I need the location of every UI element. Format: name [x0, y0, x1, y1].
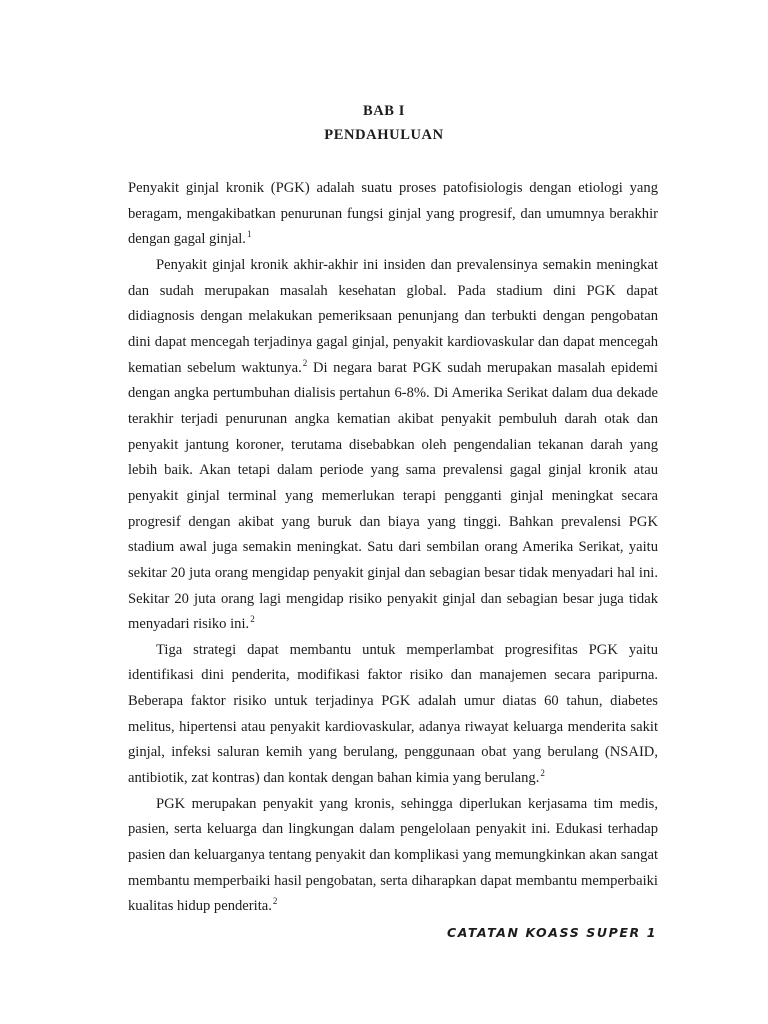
paragraph-text: Tiga strategi dapat membantu untuk memperlambat progresifitas PGK yaitu identifikasi dini penderita, modifikasi faktor risiko dan manajemen secara paripurna. Beberapa faktor risiko untuk terjadinya PGK adalah umur diatas 60 tahun, diabetes melitus, hipertensi atau penyakit kardiovaskular, adanya riwayat keluarga menderita sakit ginjal, infeksi saluran kemih yang berulang, penggunaan obat yang berulang (NSAID, antibiotik, zat kontras) dan kontak dengan bahan kimia yang berulang.: [128, 641, 658, 787]
citation-marker: 2: [250, 614, 255, 625]
paragraph-1: [128, 176, 658, 253]
citation-marker: 1: [246, 229, 252, 240]
footer-label: CATATAN KOASS SUPER 1: [447, 925, 657, 940]
paragraph-text: Penyakit ginjal kronik (PGK) adalah suatu proses patofisiologis dengan etiologi yang beragam, mengakibatkan penurunan fungsi ginjal yang progresif, dan umumnya berakhir dengan gagal ginjal.: [128, 180, 658, 248]
chapter-title: PENDAHULUAN: [324, 127, 444, 143]
paragraph-text: Di negara barat PGK sudah merupakan masalah epidemi dengan angka pertumbuhan dialisis pertahun 6-8%. Di Amerika Serikat dalam dua dekade terakhir terjadi penurunan angka kematian akibat penyakit pembuluh darah otak dan penyakit jantung koroner, terutama disebabkan oleh pengendalian tekanan darah yang lebih baik. Akan tetapi dalam periode yang sama prevalensi gagal ginjal kronik atau penyakit ginjal terminal yang memerlukan terapi pengganti ginjal meningkat secara progresif dengan akibat yang buruk dan biaya yang tinggi. Bahkan prevalensi PGK stadium awal juga semakin meningkat. Satu dari sembilan orang Amerika Serikat, yaitu sekitar 20 juta orang mengidap penyakit ginjal dan sebagian besar tidak menyadari hal ini. Sekitar 20 juta orang lagi mengidap risiko penyakit ginjal dan sebagian besar juga tidak menyadari risiko ini.: [128, 359, 658, 633]
paragraph-3: [128, 638, 658, 792]
citation-marker: 2: [302, 357, 308, 368]
citation-marker: 2: [272, 896, 278, 907]
citation-marker: 2: [540, 768, 545, 779]
paragraph-4: [128, 792, 658, 920]
chapter-heading: BAB I: [362, 103, 406, 119]
paragraph-text: PGK merupakan penyakit yang kronis, sehingga diperlukan kerjasama tim medis, pasien, serta keluarga dan lingkungan dalam pengelolaan penyakit ini. Edukasi terhadap pasien dan keluarganya tentang penyakit dan komplikasi yang memungkinkan akan sangat membantu memperbaiki hasil pengobatan, serta diharapkan dapat membantu memperbaiki kualitas hidup penderita.: [128, 795, 658, 915]
paragraph-2: [128, 253, 658, 638]
document-body: [128, 176, 658, 920]
paragraph-text: Penyakit ginjal kronik akhir-akhir ini insiden dan prevalensinya semakin meningkat dan sudah merupakan masalah kesehatan global. Pada stadium dini PGK dapat didiagnosis dengan melakukan pemeriksaan penunjang dan terbukti dengan pengobatan dini dapat mencegah terjadinya gagal ginjal, penyakit kardiovaskular dan dapat mencegah kematian sebelum waktunya.: [128, 256, 658, 376]
